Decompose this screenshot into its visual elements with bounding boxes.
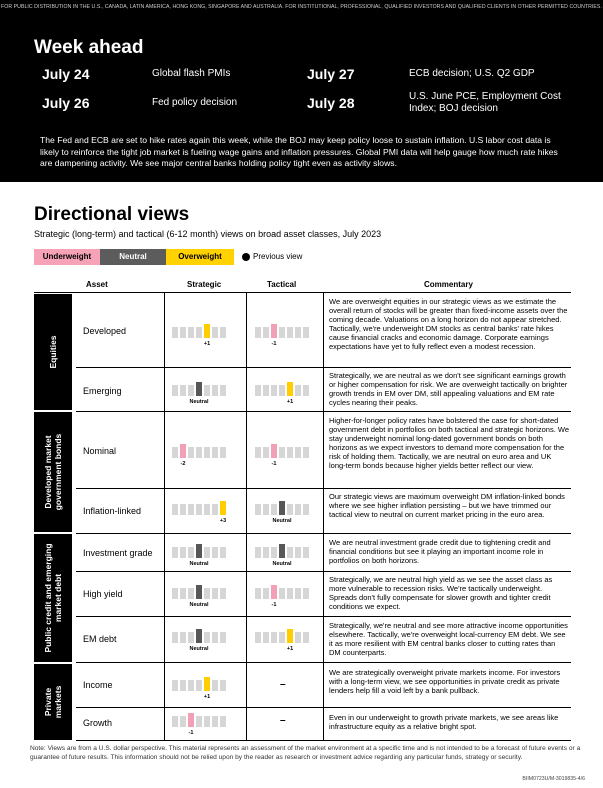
gauge-value-label: +1: [286, 646, 294, 652]
group-label-line2: market debt: [53, 573, 63, 623]
row-divider: [76, 571, 571, 572]
gauge-segment-active: [271, 444, 277, 458]
directional-views-subtitle: Strategic (long-term) and tactical (6-12 month) views on broad asset classes, July 2023: [34, 229, 382, 239]
gauge-segment: [212, 680, 218, 691]
gauge-segment: [271, 504, 277, 515]
header-tactical: Tactical: [267, 280, 297, 289]
gauge-segment-active: [271, 324, 277, 338]
strategic-view-gauge: [172, 710, 234, 740]
commentary-text: Strategically, we are neutral as we don't see significant earnings growth or higher compensation for risk. We are overweight tactically on brighter growth trends in EM over DM, still appealing valuations and EM rate cycles nearing their peaks.: [329, 371, 568, 407]
gauge-segment: [172, 632, 178, 643]
header-asset: Asset: [86, 280, 108, 289]
gauge-segment: [204, 632, 210, 643]
gauge-segment: [172, 327, 178, 338]
week-ahead-title: Week ahead: [34, 37, 144, 58]
gauge-segment: [180, 680, 186, 691]
gauge-value-label: Neutral: [189, 602, 209, 608]
document-id: BIIM0723U/M-3019835-4/6: [522, 776, 585, 782]
header-strategic: Strategic: [187, 280, 222, 289]
gauge-value-label: Neutral: [189, 561, 209, 567]
gauge-segment: [303, 504, 309, 515]
gauge-segment-active: [271, 585, 277, 599]
commentary-text: Even in our underweight to growth private markets, we see areas like infrastructure equity as a relative bright spot.: [329, 713, 559, 731]
gauge-segment: [279, 632, 285, 643]
gauge-segment-active: [220, 501, 226, 515]
group-label-line1: Private: [43, 687, 53, 717]
gauge-segment: [279, 385, 285, 396]
legend-previous-view: Previous view: [253, 252, 303, 261]
asset-name: Investment grade: [83, 548, 153, 558]
gauge-segment: [188, 547, 194, 558]
tactical-no-view: –: [280, 715, 286, 726]
gauge-value-label: +1: [203, 694, 211, 700]
event-date: July 28: [307, 95, 355, 111]
asset-name: Emerging: [83, 386, 122, 396]
gauge-value-label: -1: [271, 341, 277, 347]
gauge-segment: [287, 327, 293, 338]
gauge-segment: [204, 447, 210, 458]
tactical-view-gauge: [255, 498, 317, 528]
gauge-segment-active: [279, 544, 285, 558]
column-divider: [246, 293, 247, 741]
gauge-segment-active: [287, 629, 293, 643]
gauge-segment: [196, 680, 202, 691]
gauge-segment: [188, 504, 194, 515]
gauge-segment: [295, 385, 301, 396]
gauge-segment: [271, 632, 277, 643]
group-label-line2: government bonds: [53, 433, 63, 511]
gauge-value-label: -1: [188, 730, 194, 736]
gauge-segment: [295, 504, 301, 515]
row-divider: [76, 411, 571, 412]
gauge-segment: [180, 588, 186, 599]
legend-overweight: Overweight: [166, 249, 234, 265]
gauge-segment: [196, 504, 202, 515]
gauge-segment: [287, 547, 293, 558]
asset-name: Nominal: [83, 446, 117, 456]
gauge-value-label: +3: [219, 518, 227, 524]
gauge-segment-active: [196, 382, 202, 396]
gauge-segment: [204, 588, 210, 599]
gauge-segment: [172, 504, 178, 515]
strategic-view-gauge: [172, 541, 234, 571]
gauge-segment-active: [196, 585, 202, 599]
gauge-segment: [204, 504, 210, 515]
tactical-view-gauge: [255, 441, 317, 471]
tactical-no-view: –: [280, 679, 286, 690]
gauge-segment: [188, 385, 194, 396]
gauge-segment: [212, 504, 218, 515]
gauge-segment: [279, 447, 285, 458]
gauge-segment: [295, 447, 301, 458]
event-date: July 24: [42, 66, 90, 82]
gauge-segment: [303, 447, 309, 458]
gauge-segment: [172, 447, 178, 458]
gauge-segment: [172, 716, 178, 727]
gauge-segment: [303, 588, 309, 599]
gauge-segment: [295, 547, 301, 558]
gauge-segment: [188, 588, 194, 599]
column-divider: [323, 293, 324, 741]
gauge-segment: [196, 716, 202, 727]
gauge-segment: [263, 504, 269, 515]
group-label: Equities: [48, 335, 58, 369]
event-description: Global flash PMIs: [152, 68, 231, 79]
legend-underweight: Underweight: [34, 249, 100, 265]
group-private-markets: [34, 664, 72, 740]
gauge-segment: [204, 547, 210, 558]
gauge-segment: [255, 327, 261, 338]
group-dm-government-bonds: [34, 412, 72, 532]
gauge-segment: [303, 547, 309, 558]
gauge-segment: [180, 385, 186, 396]
footnote: Note: Views are from a U.S. dollar perspective. This material represents an assessment of the market environment at a specific time and is not intended to be a forecast of future events or a guarantee of future results. This information should not be relied upon by the reader as research or investment advice regarding any particular funds, strategy or security.: [30, 745, 581, 761]
gauge-segment: [220, 588, 226, 599]
group-label-line1: Developed market: [43, 435, 53, 509]
gauge-segment: [220, 547, 226, 558]
gauge-segment: [212, 588, 218, 599]
gauge-segment: [172, 385, 178, 396]
gauge-segment-active: [204, 677, 210, 691]
group-public-credit-em-debt: [34, 534, 72, 662]
gauge-value-label: Neutral: [189, 399, 209, 405]
asset-name: EM debt: [83, 634, 117, 644]
strategic-view-gauge: [172, 674, 234, 704]
gauge-segment: [188, 632, 194, 643]
gauge-segment: [220, 716, 226, 727]
row-divider: [76, 662, 571, 663]
event-description: ECB decision; U.S. Q2 GDP: [409, 68, 535, 79]
gauge-segment: [255, 547, 261, 558]
event-date: July 27: [307, 66, 355, 82]
gauge-value-label: Neutral: [272, 561, 292, 567]
gauge-segment: [204, 385, 210, 396]
gauge-segment-active: [279, 501, 285, 515]
commentary-text: We are overweight equities in our strategic views as we estimate the overall return of stocks will be greater than fixed-income assets over the coming decade. Valuations on a long horizon do not appear stretched. Tactically, we're underweight DM stocks as central banks' rate hikes cause financial cracks and economic damage. Corporate earnings expectations have yet to fully reflect even a modest recession.: [329, 297, 568, 351]
commentary-text: We are neutral investment grade credit due to tightening credit and financial conditions but see it playing an important income role in portfolios on both horizons.: [329, 538, 551, 565]
gauge-segment-active: [204, 324, 210, 338]
gauge-segment: [180, 632, 186, 643]
row-divider: [76, 367, 571, 368]
gauge-segment-active: [287, 382, 293, 396]
gauge-segment: [196, 447, 202, 458]
gauge-segment-active: [196, 544, 202, 558]
asset-name: Developed: [83, 326, 127, 336]
gauge-segment: [287, 588, 293, 599]
gauge-segment: [295, 327, 301, 338]
gauge-value-label: Neutral: [189, 646, 209, 652]
gauge-segment: [180, 547, 186, 558]
gauge-segment: [212, 716, 218, 727]
commentary-text: We are strategically overweight private markets income. For investors with a long-term view, we see opportunities in private credit as private lenders help fill a void left by a bank pullback.: [329, 668, 561, 695]
commentary-text: Our strategic views are maximum overweight DM inflation-linked bonds where we see higher inflation persisting – but we have trimmed our tactical view to neutral on current market pricing in the euro area.: [329, 492, 565, 519]
gauge-value-label: Neutral: [272, 518, 292, 524]
tactical-view-gauge: [255, 541, 317, 571]
gauge-segment-active: [188, 713, 194, 727]
event-date: July 26: [42, 95, 90, 111]
gauge-segment: [271, 385, 277, 396]
distribution-disclaimer: FOR PUBLIC DISTRIBUTION IN THE U.S., CANADA, LATIN AMERICA, HONG KONG, SINGAPORE AND AUSTRALIA. FOR INSTITUTIONAL, PROFESSIONAL, QUALIFIED INVESTORS AND QUALIFIED CLIENTS IN OTHER PERMITTED COUNTRIES.: [1, 4, 602, 10]
group-label-line2: markets: [53, 685, 63, 719]
asset-name: Income: [83, 680, 113, 690]
gauge-segment: [295, 588, 301, 599]
gauge-segment: [196, 327, 202, 338]
gauge-segment: [180, 327, 186, 338]
gauge-segment: [212, 447, 218, 458]
gauge-segment: [255, 504, 261, 515]
gauge-segment: [287, 504, 293, 515]
gauge-segment: [255, 588, 261, 599]
gauge-segment: [303, 327, 309, 338]
gauge-segment: [220, 632, 226, 643]
strategic-view-gauge: [172, 582, 234, 612]
tactical-view-gauge: [255, 626, 317, 656]
group-label-line1: Public credit and emerging: [43, 543, 53, 653]
asset-name: High yield: [83, 589, 123, 599]
gauge-value-label: -1: [271, 461, 277, 467]
gauge-segment: [263, 385, 269, 396]
asset-name: Growth: [83, 718, 113, 728]
strategic-view-gauge: [172, 626, 234, 656]
gauge-segment: [255, 385, 261, 396]
row-divider: [76, 533, 571, 534]
commentary-text: Strategically, we are neutral high yield as we see the asset class as more vulnerable to recession risks. We're tactically underweight. Spreads don't fully compensate for slower growth and tighter credit conditions we expect.: [329, 575, 553, 611]
event-description: Fed policy decision: [152, 97, 238, 108]
commentary-text: Higher-for-longer policy rates have bolstered the case for short-dated government debt in portfolios on both tactical and strategic horizons. We stay underweight nominal long-dated government bonds on both horizons as we expect investors to demand more compensation for the risk of holding them. Tactically, we are neutral on euro area and UK long-term bonds because higher yields better reflect our view.: [329, 416, 569, 470]
event-description: U.S. June PCE, Employment Cost Index; BOJ decision: [409, 91, 561, 114]
gauge-segment: [204, 716, 210, 727]
gauge-segment: [220, 680, 226, 691]
gauge-value-label: -1: [271, 602, 277, 608]
gauge-segment: [263, 547, 269, 558]
gauge-segment: [271, 547, 277, 558]
gauge-value-label: -2: [180, 461, 186, 467]
row-divider: [76, 707, 571, 708]
gauge-segment: [287, 447, 293, 458]
gauge-segment: [212, 632, 218, 643]
gauge-segment: [303, 385, 309, 396]
strategic-view-gauge: [172, 321, 234, 351]
gauge-segment: [263, 632, 269, 643]
gauge-segment: [279, 327, 285, 338]
gauge-segment: [263, 588, 269, 599]
gauge-segment: [263, 327, 269, 338]
gauge-segment: [172, 680, 178, 691]
gauge-value-label: +1: [286, 399, 294, 405]
gauge-segment: [212, 385, 218, 396]
row-divider: [76, 740, 571, 741]
row-divider: [76, 488, 571, 489]
gauge-segment: [212, 327, 218, 338]
gauge-segment-active: [180, 444, 186, 458]
strategic-view-gauge: [172, 498, 234, 528]
previous-view-marker-icon: [242, 253, 250, 261]
tactical-view-gauge: [255, 321, 317, 351]
gauge-segment: [180, 504, 186, 515]
gauge-segment: [263, 447, 269, 458]
commentary-text: Strategically, we're neutral and see more attractive income opportunities elsewhere. Tactically, we're overweight local-currency EM debt. We see it as more resilient with EM central banks closer to cutting rates than DM counterparts.: [329, 621, 568, 657]
week-ahead-summary: The Fed and ECB are set to hike rates again this week, while the BOJ may keep policy loose to sustain inflation. U.S labor cost data is likely to reinforce the tight job market is fueling wage gains and inflation pressures. Global PMI data will help gauge how much rate hikes are dampening activity. We see major central banks holding policy tight even as activity slows.: [40, 135, 558, 168]
gauge-segment-active: [196, 629, 202, 643]
gauge-segment: [188, 327, 194, 338]
week-ahead-panel: [0, 0, 603, 182]
gauge-segment: [180, 716, 186, 727]
gauge-segment: [220, 447, 226, 458]
row-divider: [76, 616, 571, 617]
gauge-segment: [188, 680, 194, 691]
gauge-segment: [212, 547, 218, 558]
gauge-segment: [279, 588, 285, 599]
column-divider: [164, 293, 165, 741]
strategic-view-gauge: [172, 379, 234, 409]
gauge-value-label: +1: [203, 341, 211, 347]
gauge-segment: [295, 632, 301, 643]
legend-neutral: Neutral: [100, 249, 166, 265]
gauge-segment: [172, 588, 178, 599]
gauge-segment: [220, 385, 226, 396]
directional-views-title: Directional views: [34, 204, 190, 225]
asset-name: Inflation-linked: [83, 506, 142, 516]
header-divider: [34, 292, 571, 293]
strategic-view-gauge: [172, 441, 234, 471]
gauge-segment: [255, 632, 261, 643]
gauge-segment: [255, 447, 261, 458]
gauge-segment: [172, 547, 178, 558]
gauge-segment: [220, 327, 226, 338]
tactical-view-gauge: [255, 582, 317, 612]
gauge-segment: [188, 447, 194, 458]
header-commentary: Commentary: [424, 280, 473, 289]
group-equities: [34, 294, 72, 410]
tactical-view-gauge: [255, 379, 317, 409]
gauge-segment: [303, 632, 309, 643]
